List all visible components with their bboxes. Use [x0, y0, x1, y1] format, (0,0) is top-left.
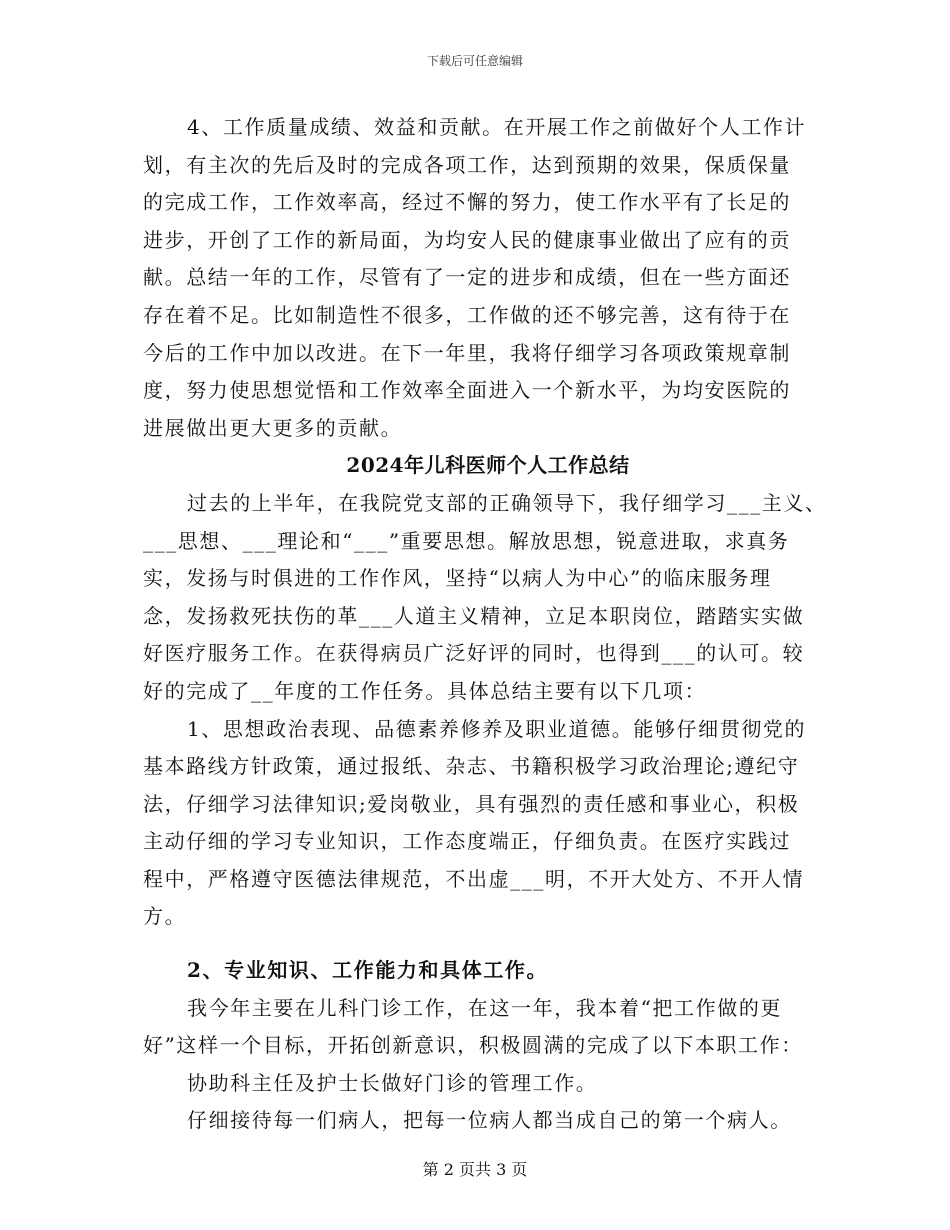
- text-line: 划，有主次的先后及时的完成各项工作，达到预期的效果，保质保量: [143, 152, 791, 177]
- text-line: 进展做出更大更多的贡献。: [143, 415, 403, 440]
- paragraph-item-2: [143, 990, 811, 1065]
- page-footer: 第 2 页共 3 页: [422, 1160, 528, 1179]
- paragraph-patients: 仔细接待每一们病人，把每一位病人都当成自己的第一个病人。: [187, 1108, 792, 1133]
- page-header: 下载后可任意编辑: [426, 54, 523, 68]
- text-line: 念，发扬救死扶伤的革___人道主义精神，立足本职岗位，踏踏实实做: [143, 603, 805, 628]
- text-line: 献。总结一年的工作，尽管有了一定的进步和成绩，但在一些方面还: [143, 265, 791, 290]
- text-line: 法，仔细学习法律知识;爱岗敬业，具有强烈的责任感和事业心，积极: [143, 791, 800, 816]
- text-line: 的完成工作，工作效率高，经过不懈的努力，使工作水平有了长足的: [143, 190, 791, 215]
- text-line: 好医疗服务工作。在获得病员广泛好评的同时，也得到___的认可。较: [143, 641, 805, 666]
- text-line: 过去的上半年，在我院党支部的正确领导下，我仔细学习___主义、: [187, 490, 827, 515]
- paragraph-work-quality: [143, 109, 811, 447]
- text-line: 方。: [143, 904, 187, 929]
- text-line: 进步，开创了工作的新局面，为均安人民的健康事业做出了应有的贡: [143, 227, 791, 252]
- text-line: 好的完成了__年度的工作任务。具体总结主要有以下几项：: [143, 678, 707, 703]
- paragraph-intro: [143, 485, 827, 711]
- text-line: 存在着不足。比如制造性不很多，工作做的还不够完善，这有待于在: [143, 302, 791, 327]
- document-body: [143, 109, 827, 1140]
- paragraph-management: 协助科主任及护士长做好门诊的管理工作。: [187, 1070, 598, 1095]
- text-line: 度，努力使思想觉悟和工作效率全面进入一个新水平，为均安医院的: [143, 378, 791, 403]
- text-line: 1、思想政治表现、品德素养修养及职业道德。能够仔细贯彻党的: [187, 716, 807, 741]
- text-line: 实，发扬与时俱进的工作作风，坚持“以病人为中心”的临床服务理: [143, 566, 772, 591]
- text-line: 4、工作质量成绩、效益和贡献。在开展工作之前做好个人工作计: [187, 115, 807, 139]
- text-line: 今后的工作中加以改进。在下一年里，我将仔细学习各项政策规章制: [143, 340, 791, 365]
- text-line: 程中，严格遵守医德法律规范，不出虚___明，不开大处方、不开人情: [143, 866, 805, 891]
- paragraph-item-1: [143, 711, 811, 937]
- document-title: 2024年儿科医师个人工作总结: [346, 453, 630, 478]
- text-line: 我今年主要在儿科门诊工作，在这一年，我本着“把工作做的更: [187, 995, 783, 1020]
- text-line: 好”这样一个目标，开拓创新意识，积极圆满的完成了以下本职工作：: [143, 1033, 803, 1058]
- text-line: ___思想、___理论和“___”重要思想。解放思想，锐意进取，求真务: [143, 528, 790, 553]
- text-line: 基本路线方针政策，通过报纸、杂志、书籍积极学习政治理论;遵纪守: [143, 754, 800, 779]
- text-line: 主动仔细的学习专业知识，工作态度端正，仔细负责。在医疗实践过: [143, 829, 791, 854]
- section-heading-item-2: 2、专业知识、工作能力和具体工作。: [187, 958, 549, 983]
